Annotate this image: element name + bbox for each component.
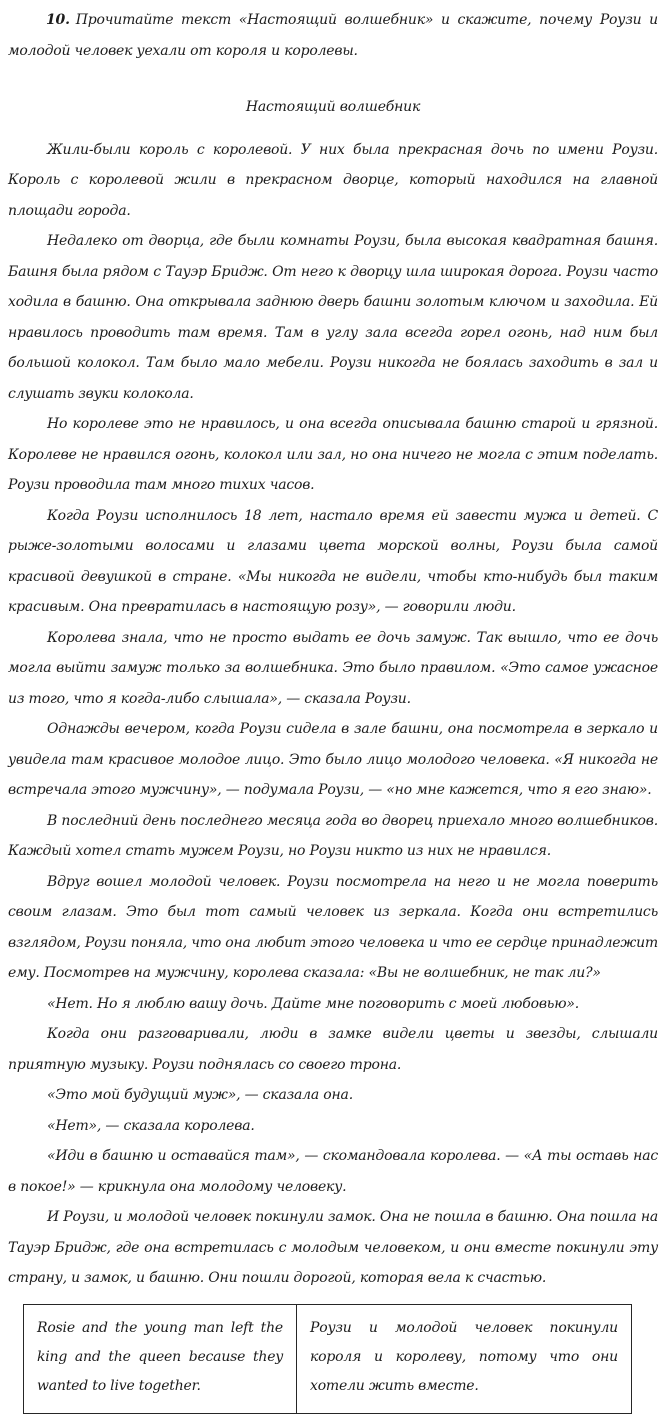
story-body	[8, 135, 658, 1294]
story-paragraph: «Нет. Но я люблю вашу дочь. Дайте мне поговорить с моей любовью».	[47, 995, 579, 1012]
story-paragraph: Королева знала, что не просто выдать ее дочь замуж. Так вышло, что ее дочь могла выйти замуж только за волшебника. Это было правилом. «Это самое ужасное из того, что я когда-либо слышала», — сказала Роузи.	[8, 629, 658, 707]
story-paragraph: Недалеко от дворца, где были комнаты Роузи, была высокая квадратная башня. Башня была рядом с Тауэр Бридж. От него к дворцу шла широкая дорога. Роузи часто ходила в башню. Она открывала заднюю дверь башни золотым ключом и заходила. Ей нравилось проводить там время. Там в углу зала всегда горел огонь, над ним был большой колокол. Там было мало мебели. Роузи никогда не боялась заходить в зал и слушать звуки колокола.	[8, 233, 658, 402]
answer-table	[23, 1304, 632, 1414]
story-paragraph: «Нет», — сказала королева.	[47, 1117, 255, 1134]
exercise-number: 10.	[46, 12, 70, 28]
story-paragraph: Когда Роузи исполнилось 18 лет, настало время ей завести мужа и детей. С рыже-золотыми волосами и глазами цвета морской волны, Роузи была самой красивой девушкой в стране. «Мы никогда не видели, чтобы кто-нибудь был таким красивым. Она превратилась в настоящую розу», — говорили люди.	[8, 507, 658, 615]
story-paragraph: Но королеве это не нравилось, и она всегда описывала башню старой и грязной. Королеве не нравился огонь, колокол или зал, но она ничего не могла с этим поделать. Роузи проводила там много тихих часов.	[8, 416, 658, 493]
exercise-instruction-text: Прочитайте текст «Настоящий волшебник» и скажите, почему Роузи и молодой человек уехали от короля и королевы.	[8, 12, 658, 59]
answer-table-row	[24, 1304, 632, 1413]
story-paragraph: «Иди в башню и оставайся там», — скомандовала королева. — «А ты оставь нас в покое!» — крикнула она молодому человеку.	[8, 1148, 658, 1195]
story-paragraph: И Роузи, и молодой человек покинули замок. Она не пошла в башню. Она пошла на Тауэр Бридж, где она встретилась с молодым человеком, и они вместе покинули эту страну, и замок, и башню. Они пошли дорогой, которая вела к счастью.	[8, 1209, 658, 1286]
story-paragraph: Вдруг вошел молодой человек. Роузи посмотрела на него и не могла поверить своим глазам. Это был тот самый человек из зеркала. Когда они встретились взглядом, Роузи поняла, что она любит этого человека и что ее сердце принадлежит ему. Посмотрев на мужчину, королева сказала: «Вы не волшебник, не так ли?»	[8, 873, 658, 981]
answer-cell-english: Rosie and the young man left the king and the queen because they wanted to live together.	[24, 1304, 297, 1413]
answer-cell-russian: Роузи и молодой человек покинули короля и королеву, потому что они хотели жить вместе.	[297, 1304, 632, 1413]
story-paragraph: Когда они разговаривали, люди в замке видели цветы и звезды, слышали приятную музыку. Роузи поднялась со своего трона.	[8, 1026, 658, 1073]
story-paragraph: «Это мой будущий муж», — сказала она.	[47, 1087, 353, 1103]
story-paragraph: Однажды вечером, когда Роузи сидела в зале башни, она посмотрела в зеркало и увидела там красивое молодое лицо. Это было лицо молодого человека. «Я никогда не встречала этого мужчину», — подумала Роузи, — «но мне кажется, что я его знаю».	[8, 721, 658, 798]
story-paragraph: Жили-были король с королевой. У них была прекрасная дочь по имени Роузи. Король с королевой жили в прекрасном дворце, который находился на главной площади города.	[8, 141, 658, 219]
story-paragraph: В последний день последнего месяца года во дворец приехало много волшебников. Каждый хотел стать мужем Роузи, но Роузи никто из них не нравился.	[8, 812, 658, 859]
exercise-instruction	[8, 5, 658, 66]
story-title: Настоящий волшебник	[245, 99, 421, 115]
